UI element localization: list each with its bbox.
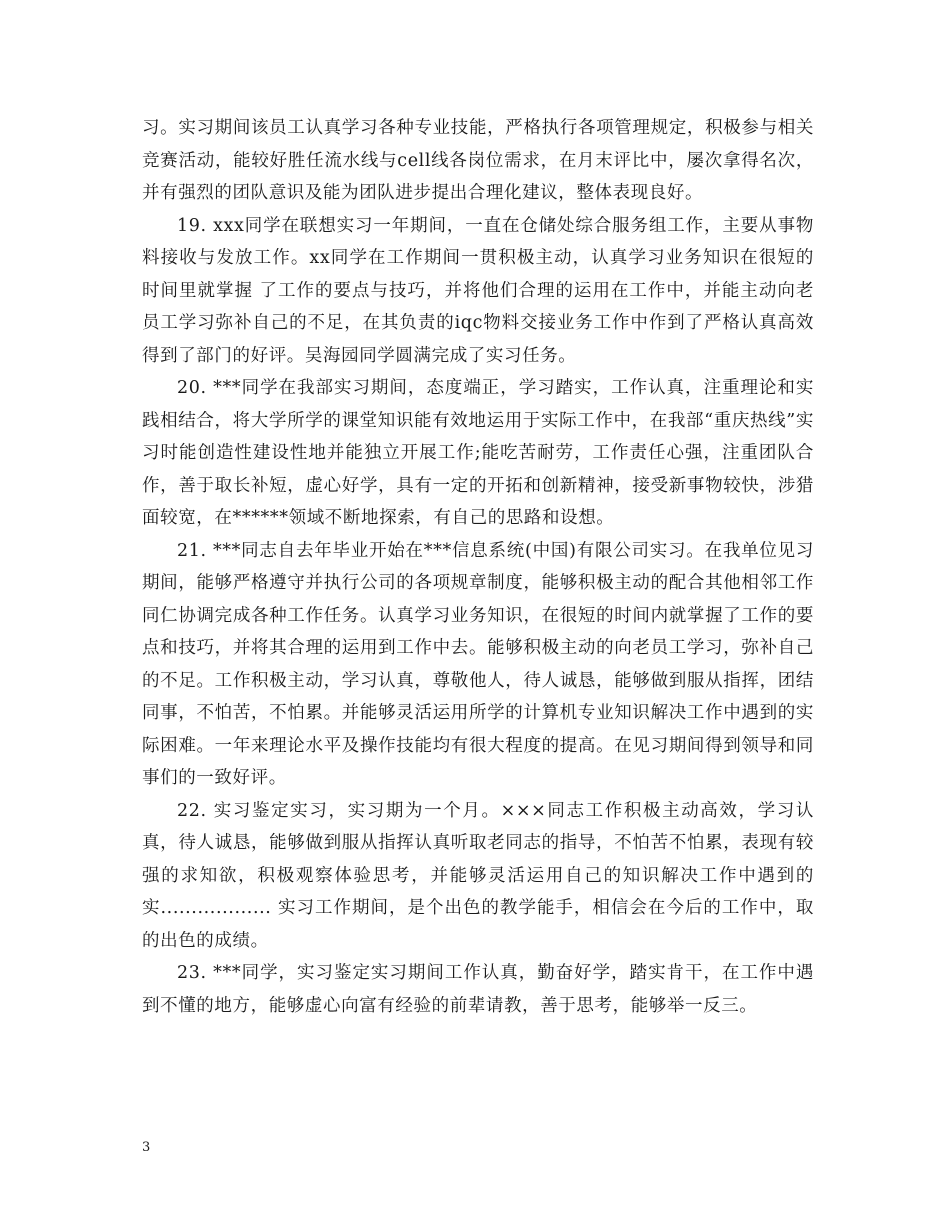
paragraph-item-21: 21. ***同志自去年毕业开始在***信息系统(中国)有限公司实习。在我单位见习期间，能够严格遵守并执行公司的各项规章制度，能够积极主动的配合其他相邻工作同仁协调完成各种工作任务。认真学习业务知识，在很短的时间内就掌握了工作的要点和技巧，并将其合理的运用到工作中去。能够积极主动的向老员工学习，弥补自己的不足。工作积极主动，学习认真，尊敬他人，待人诚恳，能够做到服从指挥，团结同事，不怕苦，不怕累。并能够灵活运用所学的计算机专业知识解决工作中遇到的实际困难。一年来理论水平及操作技能均有很大程度的提高。在见习期间得到领导和同事们的一致好评。 [142,540,814,788]
paragraph-item-22: 22. 实习鉴定实习，实习期为一个月。×××同志工作积极主动高效，学习认真，待人诚恳，能够做到服从指挥认真听取老同志的指导，不怕苦不怕累，表现有较强的求知欲，积极观察体验思考，并能够灵活运用自己的知识解决工作中遇到的实.................. 实习工作期间，是个出色的教学能手，相信会在今后的工作中，取的出色的成绩。 [142,800,814,951]
paragraph-continuation: 习。实习期间该员工认真学习各种专业技能，严格执行各项管理规定，积极参与相关竞赛活动，能较好胜任流水线与cell线各岗位需求，在月末评比中，屡次拿得名次，并有强烈的团队意识及能为团队进步提出合理化建议，整体表现良好。 [142,118,814,203]
paragraph-item-19: 19. xxx同学在联想实习一年期间，一直在仓储处综合服务组工作，主要从事物料接收与发放工作。xx同学在工作期间一贯积极主动，认真学习业务知识在很短的时间里就掌握 了工作的要点与技巧，并将他们合理的运用在工作中，并能主动向老员工学习弥补自己的不足，在其负责的iqc物料交接业务工作中作到了严格认真高效得到了部门的好评。吴海园同学圆满完成了实习任务。 [142,215,814,366]
paragraph-item-23: 23. ***同学，实习鉴定实习期间工作认真，勤奋好学，踏实肯干，在工作中遇到不懂的地方，能够虚心向富有经验的前辈请教，善于思考，能够举一反三。 [142,963,814,1016]
page-number: 3 [142,1140,151,1155]
paragraph-item-20: 20. ***同学在我部实习期间，态度端正，学习踏实，工作认真，注重理论和实践相结合，将大学所学的课堂知识能有效地运用于实际工作中，在我部“重庆热线”实习时能创造性建设性地并能独立开展工作;能吃苦耐劳，工作责任心强，注重团队合作，善于取长补短，虚心好学，具有一定的开拓和创新精神，接受新事物较快，涉猎面较宽，在******领域不断地探索，有自己的思路和设想。 [142,378,814,528]
document-body [142,112,814,1022]
